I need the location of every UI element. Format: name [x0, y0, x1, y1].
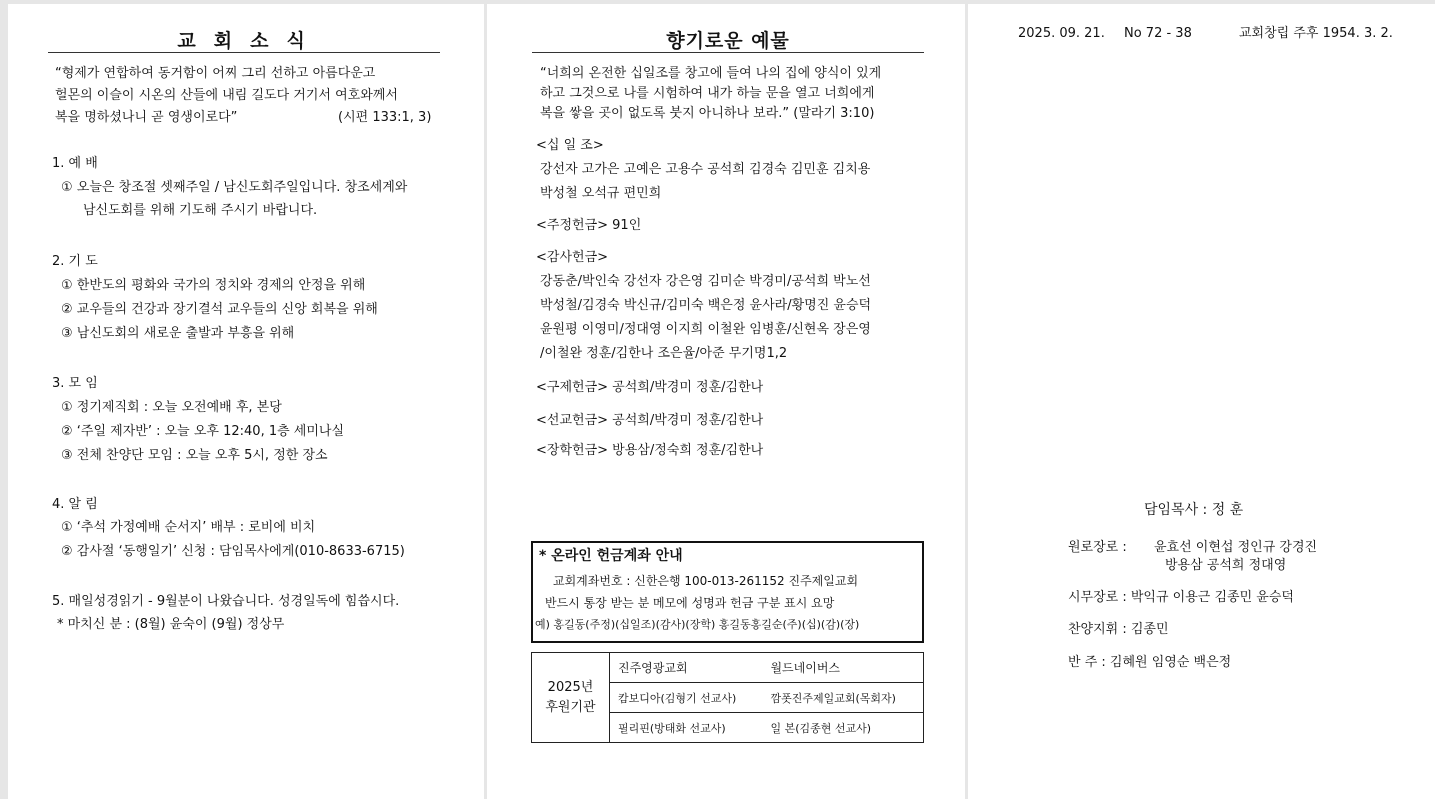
offering-names: 강동춘/박인숙 강선자 강은영 김미순 박경미/공석희 박노선 — [540, 274, 871, 289]
section-item: ① 정기제직회 : 오늘 오전예배 후, 본당 — [61, 400, 282, 415]
sponsor-year: 2025년 — [547, 679, 594, 695]
bulletin-date: 2025. 09. 21. — [1018, 26, 1105, 41]
verse-reference: (시편 133:1, 3) — [338, 110, 432, 125]
sponsor-cell: 깜폿진주제일교회(목회자) — [762, 683, 923, 713]
section-heading: 3. 모 임 — [52, 376, 98, 391]
section-item: ② ‘주일 제자반’ : 오늘 오후 12:40, 1층 세미나실 — [61, 424, 345, 439]
offering-names: 박성철/김경숙 박신규/김미숙 백은정 윤사라/황명진 윤승덕 — [540, 298, 872, 313]
elders-names: 윤효선 이현섭 정인규 강경진 — [1154, 540, 1318, 555]
accompanists: 반 주 : 김혜원 임영순 백은정 — [1068, 655, 1232, 670]
verse-line: 헐몬의 이슬이 시온의 산들에 내림 길도다 거기서 여호와께서 — [55, 88, 398, 103]
offering-names: 강선자 고가은 고예은 고용수 공석희 김경숙 김민훈 김치용 — [540, 162, 871, 177]
online-offering-line: 반드시 통장 받는 분 메모에 성명과 헌금 구분 표시 요망 — [545, 596, 835, 610]
table-row — [532, 653, 924, 683]
offering-label: <십 일 조> — [536, 138, 604, 153]
verse-line: “형제가 연합하여 동거함이 어찌 그리 선하고 아름다운고 — [55, 66, 376, 81]
sponsor-table — [531, 652, 924, 743]
sponsor-cell: 일 본(김종현 선교사) — [762, 713, 923, 743]
online-offering-line: 예) 홍길동(주정)(십일조)(감사)(장학) 홍길동홍길순(주)(십)(감)(장) — [535, 618, 860, 631]
verse-line: 복을 명하셨나니 곧 영생이로다” — [55, 110, 238, 125]
section-item: ② 감사절 ‘동행일기’ 신청 : 담임목사에게(010-8633-6715) — [61, 544, 405, 559]
choir-director: 찬양지휘 : 김종민 — [1068, 622, 1169, 637]
elders-names: 방용삼 공석희 정대영 — [1165, 558, 1287, 573]
offering-label: <장학헌금> 방용삼/정숙희 정훈/김한나 — [536, 443, 764, 458]
section-heading: 5. 매일성경읽기 - 9월분이 나왔습니다. 성경일독에 힘씁시다. — [52, 594, 400, 609]
section-heading: 4. 알 림 — [52, 497, 98, 512]
offering-label: <구제헌금> 공석희/박경미 정훈/김한나 — [536, 380, 764, 395]
offering-label: <선교헌금> 공석희/박경미 정훈/김한나 — [536, 413, 764, 428]
verse-line: 하고 그것으로 나를 시험하여 내가 하늘 문을 열고 너희에게 — [540, 86, 875, 101]
cover-info-page — [968, 4, 1435, 799]
online-offering-box — [531, 541, 924, 643]
sponsor-cell: 캄보디아(김형기 선교사) — [610, 683, 763, 713]
offering-names: 박성철 오석규 편민희 — [540, 186, 662, 201]
offering-names: 윤원평 이영미/정대영 이지희 이철완 임병훈/신현옥 장은영 — [540, 322, 871, 337]
title-underline — [532, 52, 924, 53]
sponsor-cell: 진주영광교회 — [610, 653, 763, 683]
offerings-title: 향기로운 예물 — [666, 30, 790, 52]
section-item: 남신도회를 위해 기도해 주시기 바랍니다. — [83, 203, 318, 218]
section-item: ① 한반도의 평화와 국가의 정치와 경제의 안정을 위해 — [61, 278, 366, 293]
section-heading: 1. 예 배 — [52, 156, 98, 171]
section-item: ① 오늘은 창조절 셋째주일 / 남신도회주일입니다. 창조세계와 — [61, 180, 408, 195]
section-item: ③ 남신도회의 새로운 출발과 부흥을 위해 — [61, 326, 295, 341]
sponsor-cell: 필리핀(방태화 선교사) — [610, 713, 763, 743]
section-heading: 2. 기 도 — [52, 254, 98, 269]
section-item: ① ‘추석 가정예배 순서지’ 배부 : 로비에 비치 — [61, 520, 316, 535]
offering-names: /이철완 정훈/김한나 조은율/아준 무기명1,2 — [540, 346, 788, 361]
verse-line: “너희의 온전한 십일조를 창고에 들여 나의 집에 양식이 있게 — [540, 66, 882, 81]
elders-label: 원로장로 : — [1068, 540, 1127, 555]
section-item: ③ 전체 찬양단 모임 : 오늘 오후 5시, 정한 장소 — [61, 448, 328, 463]
church-news-page — [8, 4, 484, 799]
sponsor-cell: 월드네이버스 — [762, 653, 923, 683]
online-offering-line: 교회계좌번호 : 신한은행 100-013-261152 진주제일교회 — [553, 574, 859, 588]
offering-label: <주정헌금> 91인 — [536, 218, 642, 233]
online-offering-title: * 온라인 헌금계좌 안내 — [539, 548, 683, 564]
verse-line: 복을 쌓을 곳이 없도록 붓지 아니하나 보라.” (말라기 3:10) — [540, 106, 875, 121]
active-elders: 시무장로 : 박익규 이용근 김종민 윤승덕 — [1068, 590, 1294, 605]
section-item: ② 교우들의 건강과 장기결석 교우들의 신앙 회복을 위해 — [61, 302, 378, 317]
sponsor-year-cell — [532, 653, 610, 743]
sponsor-label: 후원기관 — [545, 699, 596, 715]
section-item: * 마치신 분 : (8월) 윤숙이 (9월) 정상무 — [57, 617, 285, 632]
bulletin-number: No 72 - 38 — [1124, 26, 1192, 41]
church-founded: 교회창립 주후 1954. 3. 2. — [1239, 26, 1393, 41]
title-underline — [48, 52, 440, 53]
offerings-page — [487, 4, 965, 799]
church-news-title: 교 회 소 식 — [177, 30, 311, 52]
offering-label: <감사헌금> — [536, 250, 609, 265]
senior-pastor: 담임목사 : 정 훈 — [1144, 502, 1244, 518]
